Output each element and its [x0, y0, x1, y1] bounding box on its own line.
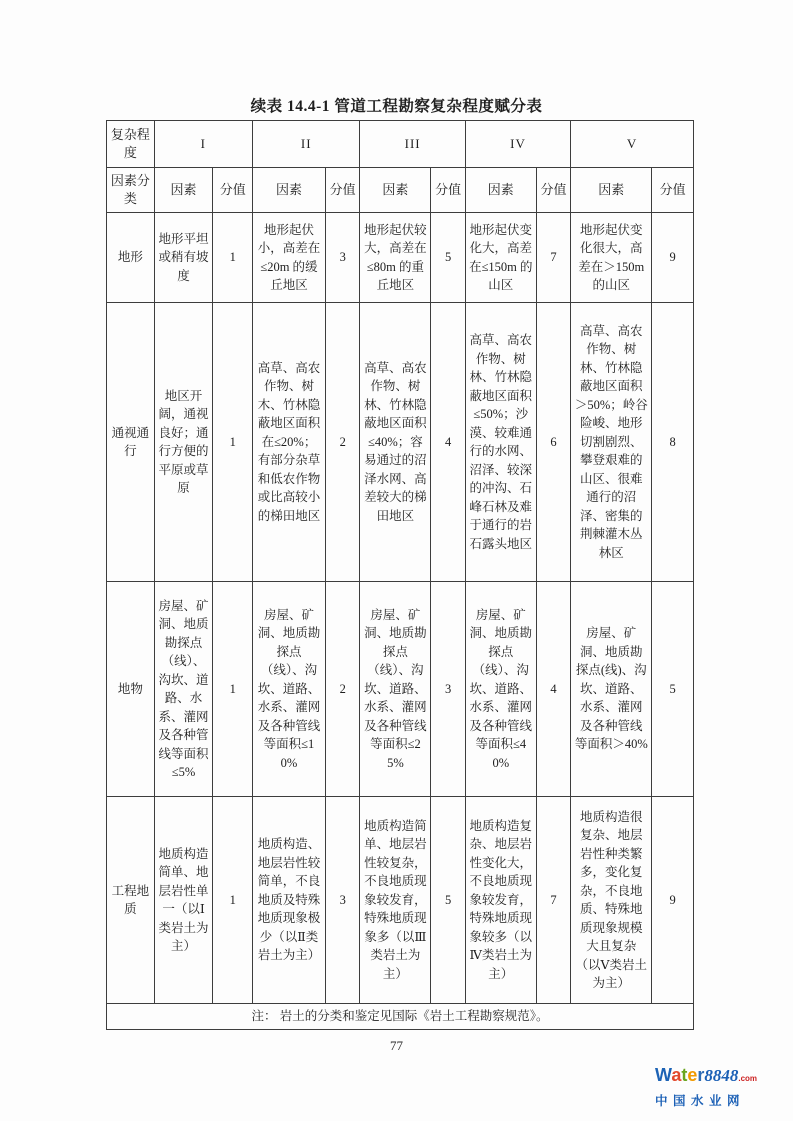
header-level-3: III [360, 121, 465, 168]
note-label: 注： [251, 1009, 277, 1024]
factor-cell: 房屋、矿洞、地质勘探点(线)、沟坎、道路、水系、灌网及各种管线等面积＞40% [571, 582, 652, 797]
factor-cell: 地质构造复杂、地层岩性变化大，不良地质现象较发育，特殊地质现象较多（以Ⅳ类岩土为主） [465, 797, 536, 1004]
score-cell: 8 [652, 303, 694, 582]
header-level-2: II [252, 121, 359, 168]
table-row-ground-objects [107, 582, 694, 797]
row-category-engineering-geology: 工程地质 [107, 797, 155, 1004]
table-title: 续表 14.4-1 管道工程勘察复杂程度赋分表 [250, 98, 543, 115]
factor-cell: 高草、高农作物、树林、竹林隐蔽地区面积≤50%；沙漠、较难通行的水网、沼泽、较深的冲沟、石峰石林及难于通行的岩石露头地区 [465, 303, 536, 582]
complexity-rating-table [106, 120, 694, 1030]
header-level-1: I [154, 121, 252, 168]
watermark-letter: r [697, 1065, 705, 1085]
score-cell: 4 [431, 303, 465, 582]
watermark-number: 8848 [704, 1066, 739, 1085]
factor-cell: 地形平坦或稍有坡度 [154, 213, 213, 303]
header-row-levels [107, 121, 694, 168]
score-cell: 3 [325, 797, 359, 1004]
score-cell: 3 [325, 213, 359, 303]
score-cell: 1 [213, 797, 253, 1004]
score-cell: 2 [325, 303, 359, 582]
watermark-letter: e [687, 1065, 698, 1085]
row-category-terrain: 地形 [107, 213, 155, 303]
score-cell: 5 [431, 797, 465, 1004]
row-category-ground-objects: 地物 [107, 582, 155, 797]
watermark-letter: a [671, 1065, 682, 1085]
header-level-5: V [571, 121, 694, 168]
header-score-2: 分值 [325, 168, 359, 213]
factor-cell: 高草、高农作物、树林、竹林隐蔽地区面积≤40%；容易通过的沼泽水网、高差较大的梯田地区 [360, 303, 431, 582]
table-note-row [107, 1004, 694, 1030]
header-row-factor-score [107, 168, 694, 213]
header-score-5: 分值 [652, 168, 694, 213]
table-row-terrain [107, 213, 694, 303]
header-factor-5: 因素 [571, 168, 652, 213]
factor-cell: 房屋、矿洞、地质勘探点（线）、沟坎、道路、水系、灌网及各种管线等面积≤5% [154, 582, 213, 797]
header-factor-category: 因素分类 [107, 168, 155, 213]
watermark-letter: t [681, 1065, 688, 1085]
note-cell [107, 1004, 694, 1030]
header-factor-1: 因素 [154, 168, 213, 213]
score-cell: 9 [652, 797, 694, 1004]
header-factor-4: 因素 [465, 168, 536, 213]
score-cell: 1 [213, 303, 253, 582]
score-cell: 7 [536, 797, 570, 1004]
score-cell: 5 [431, 213, 465, 303]
factor-cell: 高草、高农作物、树林、竹林隐蔽地区面积＞50%；岭谷险峻、地形切割剧烈、攀登艰难的山区、很难通行的沼泽、密集的荆棘灌木丛林区 [571, 303, 652, 582]
factor-cell: 房屋、矿洞、地质勘探点（线）、沟坎、道路、水系、灌网及各种管线等面积≤10% [252, 582, 325, 797]
factor-cell: 地形起伏变化大，高差在≤150m 的山区 [465, 213, 536, 303]
row-category-visibility-passage: 通视通行 [107, 303, 155, 582]
watermark-letter: W [655, 1065, 672, 1085]
factor-cell: 地形起伏较大，高差在≤80m 的重丘地区 [360, 213, 431, 303]
factor-cell: 地区开阔，通视良好；通行方便的平原或草原 [154, 303, 213, 582]
watermark-subtitle: 中国水业网 [655, 1094, 746, 1108]
score-cell: 5 [652, 582, 694, 797]
factor-cell: 地形起伏小，高差在≤20m 的缓丘地区 [252, 213, 325, 303]
table-row-engineering-geology [107, 797, 694, 1004]
page-number: 77 [390, 1038, 403, 1053]
header-factor-2: 因素 [252, 168, 325, 213]
note-text: 岩土的分类和鉴定见国际《岩土工程勘察规范》。 [279, 1009, 549, 1024]
factor-cell: 地质构造简单、地层岩性单一（以Ⅰ类岩土为主） [154, 797, 213, 1004]
header-score-3: 分值 [431, 168, 465, 213]
factor-cell: 地质构造、地层岩性较简单，不良地质及特殊地质现象极少（以Ⅱ类岩土为主） [252, 797, 325, 1004]
header-complexity-degree: 复杂程度 [107, 121, 155, 168]
factor-cell: 地质构造很复杂、地层岩性种类繁多，变化复杂，不良地质、特殊地质现象规模大且复杂（以Ⅴ类岩土为主） [571, 797, 652, 1004]
score-cell: 1 [213, 582, 253, 797]
score-cell: 3 [431, 582, 465, 797]
table-row-visibility-passage [107, 303, 694, 582]
factor-cell: 房屋、矿洞、地质勘探点（线）、沟坎、道路、水系、灌网及各种管线等面积≤25% [360, 582, 431, 797]
score-cell: 6 [536, 303, 570, 582]
factor-cell: 房屋、矿洞、地质勘探点（线）、沟坎、道路、水系、灌网及各种管线等面积≤40% [465, 582, 536, 797]
factor-cell: 地质构造简单、地层岩性较复杂，不良地质现象较发育，特殊地质现象多（以Ⅲ类岩土为主） [360, 797, 431, 1004]
score-cell: 9 [652, 213, 694, 303]
header-level-4: IV [465, 121, 570, 168]
header-factor-3: 因素 [360, 168, 431, 213]
watermark-tld: .com [738, 1074, 758, 1083]
header-score-1: 分值 [213, 168, 253, 213]
watermark [655, 1065, 785, 1109]
header-score-4: 分值 [536, 168, 570, 213]
factor-cell: 地形起伏变化很大，高差在＞150m 的山区 [571, 213, 652, 303]
watermark-logo-text [655, 1065, 785, 1089]
factor-cell: 高草、高农作物、树木、竹林隐蔽地区面积在≤20%；有部分杂草和低农作物或比高较小的梯田地区 [252, 303, 325, 582]
score-cell: 2 [325, 582, 359, 797]
score-cell: 7 [536, 213, 570, 303]
score-cell: 4 [536, 582, 570, 797]
score-cell: 1 [213, 213, 253, 303]
